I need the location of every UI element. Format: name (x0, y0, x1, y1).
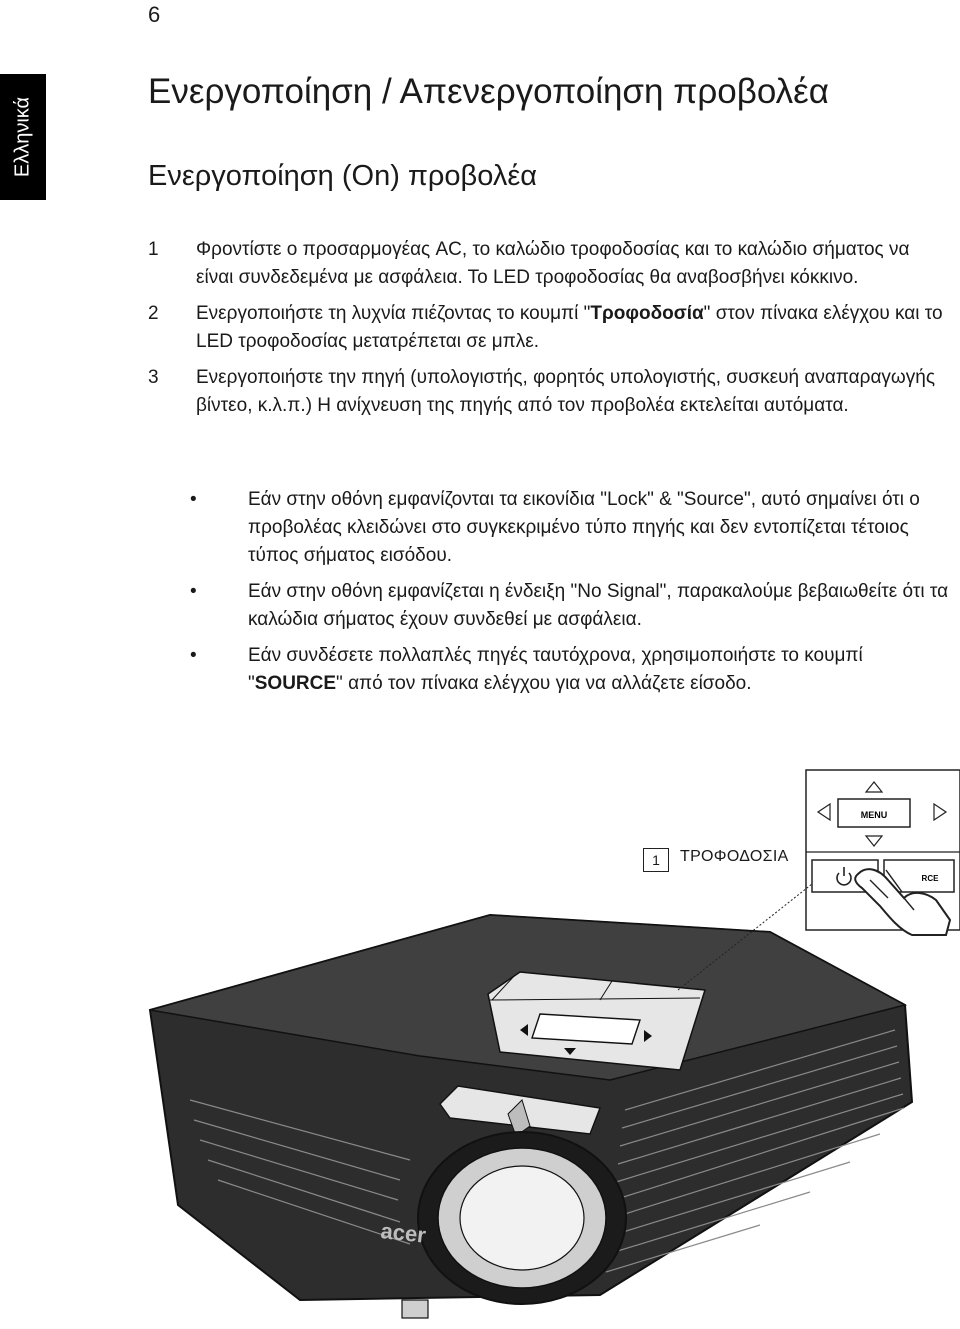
note-text-part: " από τον πίνακα ελέγχου για να αλλάζετε είσοδο. (336, 673, 752, 694)
language-tab-label: Ελληνικά (11, 96, 34, 178)
note-item (190, 486, 960, 570)
bullet-icon: • (190, 489, 197, 510)
note-text-part: Εάν συνδέσετε πολλαπλές πηγές ταυτόχρονα, χρησιμοποιήστε το κουμπί " (248, 645, 863, 694)
step-text (196, 300, 948, 356)
bullet-icon: • (190, 645, 197, 666)
note-text (248, 642, 960, 698)
section-title: Ενεργοποίηση (On) προβολέα (148, 160, 538, 192)
menu-button-label: MENU (860, 810, 888, 820)
page-number: 6 (148, 2, 161, 27)
source-button-label: RCE (921, 874, 939, 883)
note-item (190, 642, 960, 698)
acer-logo: acer (379, 1218, 428, 1248)
step-number: 2 (148, 303, 159, 324)
note-text: Εάν στην οθόνη εμφανίζονται τα εικονίδια "Lock" & "Source", αυτό σημαίνει ότι ο προβολέας κλειδώνει στο συγκεκριμένο τύπο πηγής και δεν εντοπίζεται τέτοιος τύπος σήματος εισόδου. (248, 489, 920, 566)
step-2 (148, 300, 948, 356)
callout-label: ΤΡΟΦΟΔΟΣΙΑ (680, 848, 789, 865)
note-item (190, 578, 960, 634)
adjuster-foot (402, 1300, 428, 1318)
callout-number: 1 (643, 848, 669, 872)
step-1 (148, 236, 948, 292)
source-button-name: SOURCE (254, 673, 337, 694)
step-number: 1 (148, 239, 159, 260)
step-text-part: Ενεργοποιήστε τη λυχνία πιέζοντας το κουμπί " (196, 303, 591, 324)
step-3 (148, 364, 948, 420)
bullet-icon: • (190, 581, 197, 602)
projector-body (150, 915, 912, 1318)
page-title: Ενεργοποίηση / Απενεργοποίηση προβολέα (148, 72, 830, 111)
power-button-name: Τροφοδοσία (590, 303, 704, 324)
steps-list (148, 236, 948, 428)
note-text: Εάν στην οθόνη εμφανίζεται η ένδειξη "No Signal", παρακαλούμε βεβαιωθείτε ότι τα καλώδια σήματος έχουν συνδεθεί με ασφάλεια. (248, 581, 949, 630)
control-panel-inset (806, 770, 960, 935)
notes-list (190, 486, 960, 706)
language-tab (0, 74, 46, 200)
lens (460, 1166, 584, 1270)
step-text-part: " στον πίνακα ελέγχου και το LED τροφοδοσίας μετατρέπεται σε μπλε. (196, 303, 943, 352)
step-text: Φροντίστε ο προσαρμογέας AC, το καλώδιο τροφοδοσίας και το καλώδιο σήματος να είναι συνδεδεμένα με ασφάλεια. Το LED τροφοδοσίας θα αναβοσβήνει κόκκινο. (196, 239, 910, 288)
step-text: Ενεργοποιήστε την πηγή (υπολογιστής, φορητός υπολογιστής, συσκευή αναπαραγωγής βίντεο, κ.λ.π.) Η ανίχνευση της πηγής από τον προβολέα εκτελείται αυτόματα. (196, 367, 935, 416)
step-number: 3 (148, 367, 159, 388)
projector-illustration (0, 740, 960, 1329)
